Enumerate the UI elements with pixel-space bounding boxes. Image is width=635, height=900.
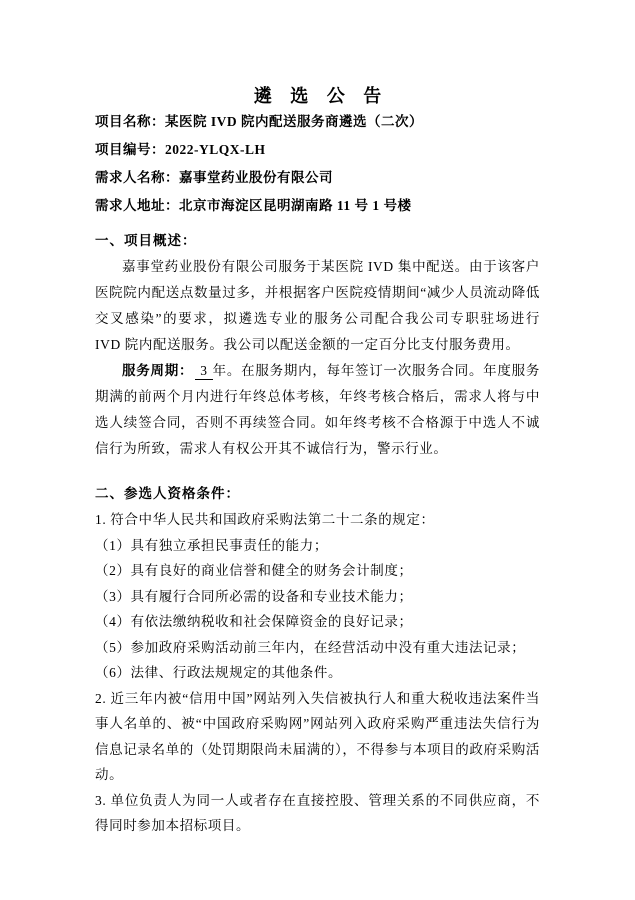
service-period-label: 服务周期： [122,363,194,378]
project-number-label: 项目编号： [95,142,165,157]
project-name-label: 项目名称： [95,114,165,129]
service-period-text: 年。在服务期内，每年签订一次服务合同。年度服务期满的前两个月内进行年终总体考核，年终考核合格后，需求人将与中选人续签合同，否则不再续签合同。如年终考核不合格源于中选人不诚信行为所致，需求人有权公开其不诚信行为，警示行业。 [95,363,540,456]
section1-paragraph-service-period [95,358,540,462]
qualification-item-3: 3. 单位负责人为同一人或者存在直接控股、管理关系的不同供应商，不得同时参加本招标项目。 [95,792,540,833]
section1-heading: 一、项目概述： [95,233,197,248]
demander-name-label: 需求人名称： [95,170,179,185]
qualification-subitem-1: （1）具有独立承担民事责任的能力； [95,537,328,553]
project-number-line [95,136,540,164]
project-name-value: 某医院 IVD 院内配送服务商遴选（二次） [165,114,424,129]
section2-heading: 二、参选人资格条件： [95,486,240,501]
qualification-subitem-4: （4）有依法缴纳税收和社会保障资金的良好记录； [95,614,413,629]
demander-name-line [95,164,540,192]
service-period-years-value: 3 [195,363,212,380]
demander-address-line [95,192,540,220]
section1-paragraph-overview: 嘉事堂药业股份有限公司服务于某医院 IVD 集中配送。由于该客户医院院内配送点数量过多，并根据客户医院疫情期间“减少人员流动降低交叉感染”的要求，拟遴选专业的服务公司配合我公司专职驻场进行 IVD 院内配送服务。我公司以配送金额的一定百分比支付服务费用。 [95,259,540,352]
qualification-subitem-3: （3）具有履行合同所必需的设备和专业技术能力； [95,588,413,604]
qualification-subitem-5: （5）参加政府采购活动前三年内，在经营活动中没有重大违法记录； [95,639,526,655]
project-meta-block [95,108,540,220]
document-content [95,84,540,839]
demander-address-value: 北京市海淀区昆明湖南路 11 号 1 号楼 [179,198,412,213]
qualification-item-1: 1. 符合中华人民共和国政府采购法第二十二条的规定： [95,512,435,527]
project-number-value: 2022-YLQX-LH [165,142,266,157]
qualification-subitem-6: （6）法律、行政法规规定的其他条件。 [95,665,343,680]
document-title: 遴 选 公 告 [253,86,389,106]
demander-address-label: 需求人地址： [95,198,179,213]
project-name-line [95,108,540,136]
qualification-subitem-2: （2）具有良好的商业信誉和健全的财务会计制度； [95,563,413,578]
demander-name-value: 嘉事堂药业股份有限公司 [179,170,333,185]
qualification-item-2: 2. 近三年内被“信用中国”网站列入失信被执行人和重大税收违法案件当事人名单的、被“中国政府采购网”网站列入政府采购严重违法失信行为信息记录名单的（处罚期限尚未届满的），不得参与本项目的政府采购活动。 [95,690,540,782]
